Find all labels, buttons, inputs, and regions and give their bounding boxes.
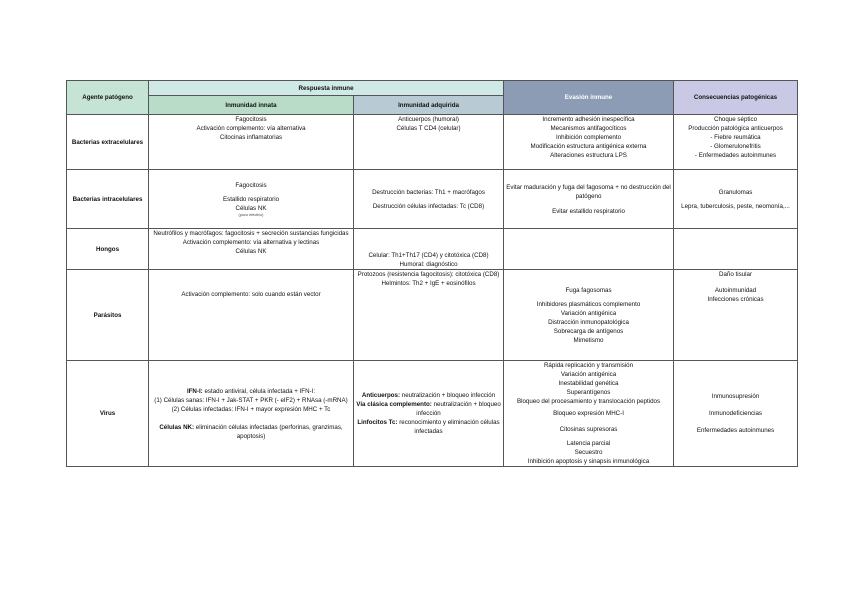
cell-line (356, 391, 501, 400)
table-row (67, 170, 798, 229)
cell-line: Bloqueo expresión MHC-I (553, 410, 624, 417)
header-innate: Inmunidad innata (149, 96, 354, 115)
cell-line: Destrucción células infectadas: Tc (CD8) (372, 202, 485, 210)
evasion-cell (504, 229, 674, 270)
cell-line: (2) Células infectadas: IFN-I + mayor expresión MHC + Tc (171, 405, 331, 413)
cell-line: Citocinas inflamatorias (219, 134, 283, 141)
immune-response-table (66, 80, 798, 467)
cell-line: Anticuerpos (humoral) (398, 116, 459, 123)
cell-line: Alteraciones estructura LPS (550, 152, 627, 159)
acquired-cell (354, 170, 504, 229)
cell-line: Inmunodeficiencias (709, 410, 762, 417)
cell-line: Activación complemento: solo cuando están vector (181, 291, 321, 298)
header-response: Respuesta inmune (149, 81, 504, 96)
cell-line: Neutrófilos y macrófagos: fagocitosis + secreción sustancias fungicidas (153, 230, 349, 237)
cell-line: Células NK (235, 248, 267, 255)
cell-line: Citosinas supresoras (559, 426, 618, 433)
cell-line: Superantígenos (566, 389, 611, 396)
cell-line: Bloqueo del procesamiento y translocación peptidos (516, 398, 661, 405)
acquired-cell (354, 270, 504, 361)
acquired-cell (354, 361, 504, 467)
cell-line: Fuga fagosomas (565, 286, 612, 294)
agent-cell: Bacterias extracelulares (67, 115, 149, 170)
cell-line (151, 387, 351, 396)
table-row (67, 229, 798, 270)
bold-label: Linfocitos Tc: (357, 419, 398, 426)
cell-line: Células T CD4 (celular) (396, 125, 461, 132)
cell-line: - Fiebre reumática (710, 134, 761, 141)
cell-text: neutralización + bloqueo infección (400, 392, 496, 399)
cell-line: Choque séptico (714, 116, 758, 123)
cell-line: Producción patológica anticuerpos (688, 125, 783, 132)
cell-line: Células NK (235, 204, 267, 212)
innate-cell (149, 229, 354, 270)
cell-text: reconocimiento y eliminación células infectadas (397, 419, 500, 435)
bold-label: Células NK: (159, 423, 195, 431)
evasion-cell (504, 270, 674, 361)
cell-line: Inhibición complemento (556, 134, 622, 141)
cell-line (356, 400, 501, 418)
cell-line: Enfermedades autoinmunes (696, 427, 775, 434)
cell-line: Inhibición apoptosis y sinapsis inmunológica (527, 458, 650, 465)
cell-line: Sobrecarga de antígenos (553, 327, 624, 335)
agent-cell: Bacterias intracelulares (67, 170, 149, 229)
table-row (67, 115, 798, 170)
cell-line: Autoinmunidad (714, 287, 757, 294)
cell-line: Activación complemento: vía alternativa (196, 125, 306, 132)
cell-line: Rápida replicación y transmisión (543, 362, 634, 369)
cell-line: Helmintos: Th2 + IgE + eosinófilos (381, 280, 476, 287)
cell-line: Inhibidores plasmáticos complemento (536, 300, 641, 308)
cell-line: - Enfermedades autoinmunes (694, 152, 777, 159)
cell-line: Activación complemento: vía alternativa y lectinas (182, 239, 320, 246)
consequences-cell (674, 361, 798, 467)
innate-cell (149, 115, 354, 170)
header-evasion: Evasión inmune (504, 81, 674, 115)
cell-line: Incremento adhesión inespecífica (542, 116, 635, 123)
bold-label: IFN-I: (186, 387, 203, 395)
consequences-cell (674, 170, 798, 229)
cell-text: estado antiviral, célula infectada + IFN-I: (202, 387, 316, 395)
agent-cell: Virus (67, 361, 149, 467)
acquired-cell (354, 115, 504, 170)
cell-line: Latencia parcial (566, 440, 611, 447)
bold-label: Anticuerpos: (361, 392, 401, 399)
cell-line: Inestabilidad genética (558, 380, 619, 387)
cell-line (151, 423, 351, 441)
innate-cell (149, 270, 354, 361)
table-row (67, 270, 798, 361)
evasion-cell (504, 170, 674, 229)
cell-line: Inmunosupresión (711, 393, 760, 400)
innate-cell (149, 361, 354, 467)
cell-line (356, 418, 501, 436)
cell-line: Evitar estallido respiratorio (552, 207, 625, 215)
header-agent: Agente patógeno (67, 81, 149, 115)
cell-line: Celular: Th1+Th17 (CD4) y citotóxica (CD8) (368, 252, 489, 259)
consequences-cell (674, 229, 798, 270)
cell-line: Modificación estructura antigénica externa (530, 143, 647, 150)
cell-line: - Glomerulonefritis (710, 143, 761, 150)
cell-text: eliminación células infectadas (perforinas, granzimas, apoptosis) (194, 423, 343, 440)
cell-text: neutralización + bloqueo infección (416, 401, 501, 417)
acquired-cell (354, 229, 504, 270)
cell-line: Estallido respiratorio (222, 195, 280, 203)
cell-line: Humoral: diagnóstico (399, 261, 458, 268)
cell-line: Granulomas (718, 188, 753, 196)
evasion-cell (504, 115, 674, 170)
consequences-cell (674, 270, 798, 361)
cell-line: Evitar maduración y fuga del fagosoma + no destrucción del patógeno (506, 183, 671, 200)
cell-line: Distracción inmunopatológica (548, 318, 629, 326)
cell-note: (poco efectivo) (238, 212, 264, 217)
consequences-cell (674, 115, 798, 170)
cell-line: Destrucción bacterias: Th1 + macrófagos (372, 188, 485, 196)
evasion-cell (504, 361, 674, 467)
innate-cell (149, 170, 354, 229)
agent-cell: Parásitos (67, 270, 149, 361)
cell-line: Fagocitosis (235, 116, 267, 123)
cell-line: Lepra, tuberculosis, peste, neomonía,... (681, 202, 790, 210)
header-consequences: Consecuencias patogénicas (674, 81, 798, 115)
cell-line: Variación antigénica (560, 371, 617, 378)
cell-line: Infecciones crónicas (707, 296, 764, 303)
cell-line: Mecanismos antifagocíticos (550, 125, 627, 132)
cell-line: Protozoos (resistencia fagocitosis): citotóxica (CD8) (357, 271, 500, 278)
cell-line: Variación antigénica (560, 309, 617, 317)
cell-line: (1) Células sanas: IFN-I + Jak-STAT + PKR (- eIF2) + RNAsa (-mRNA) (154, 396, 348, 404)
cell-line: Fagocitosis (235, 181, 267, 189)
cell-line: Secuestro (574, 449, 603, 456)
header-acquired: Inmunidad adquirida (354, 96, 504, 115)
cell-line: Mimetismo (573, 336, 604, 344)
agent-cell: Hongos (67, 229, 149, 270)
cell-line: Daño tisular (719, 271, 753, 278)
table-row (67, 361, 798, 467)
bold-label: Vía clásica complemento: (356, 401, 432, 408)
